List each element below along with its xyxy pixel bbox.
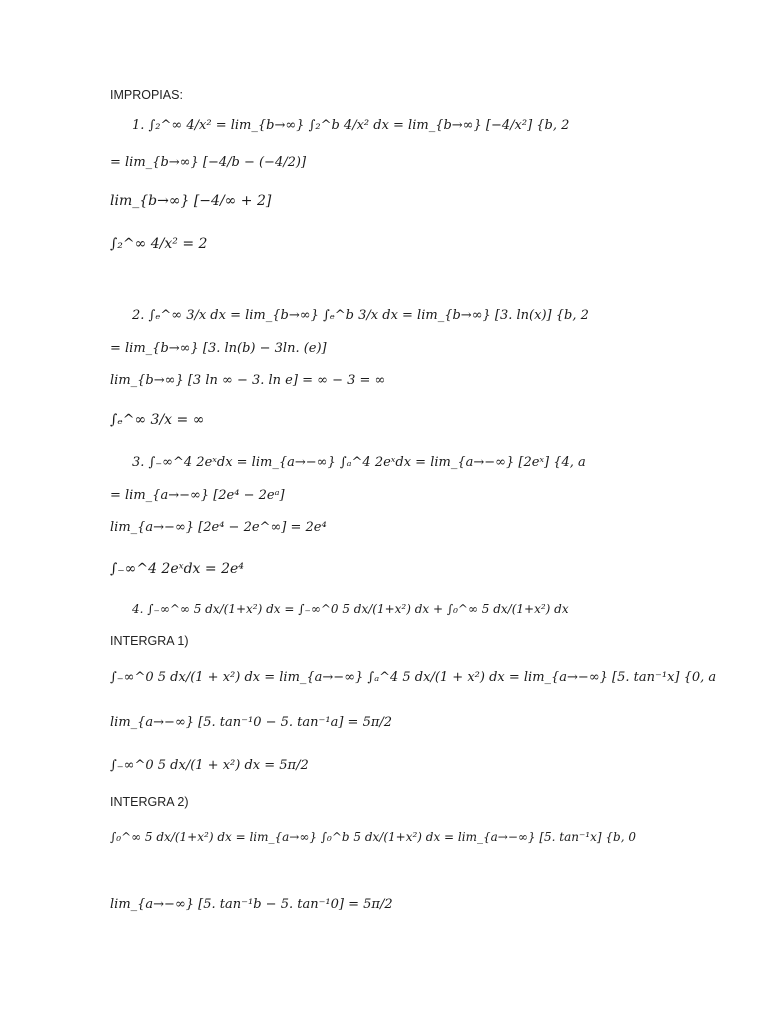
subheading-integral-1: INTERGRA 1): [110, 634, 189, 648]
problem-3-line: 3. ∫₋∞^4 2eˣdx = lim_{a→−∞} ∫ₐ^4 2eˣdx = lim_{a→−∞} [2eˣ] {4, a: [132, 455, 586, 470]
problem-2-line: 2. ∫ₑ^∞ 3/x dx = lim_{b→∞} ∫ₑ^b 3/x dx = lim_{b→∞} [3. ln(x)] {b, 2: [132, 308, 589, 323]
problem-4-line: 4. ∫₋∞^∞ 5 dx/(1+x²) dx = ∫₋∞^0 5 dx/(1+x²) dx + ∫₀^∞ 5 dx/(1+x²) dx: [132, 602, 569, 616]
problem-1-line: 1. ∫₂^∞ 4/x² = lim_{b→∞} ∫₂^b 4/x² dx = lim_{b→∞} [−4/x²] {b, 2: [132, 118, 570, 133]
heading-impropias: IMPROPIAS:: [110, 88, 183, 102]
problem-3-step-2: lim_{a→−∞} [2e⁴ − 2e^∞] = 2e⁴: [110, 520, 327, 535]
integral-2-step: lim_{a→−∞} [5. tan⁻¹b − 5. tan⁻¹0] = 5π/2: [110, 897, 393, 912]
problem-1-step-1: = lim_{b→∞} [−4/b − (−4/2)]: [110, 155, 307, 170]
problem-2-step-2: lim_{b→∞} [3 ln ∞ − 3. ln e] = ∞ − 3 = ∞: [110, 373, 386, 388]
integral-2-line: ∫₀^∞ 5 dx/(1+x²) dx = lim_{a→∞} ∫₀^b 5 dx/(1+x²) dx = lim_{a→−∞} [5. tan⁻¹x] {b, 0: [110, 830, 636, 844]
problem-3-result: ∫₋∞^4 2eˣdx = 2e⁴: [110, 561, 244, 577]
integral-1-line: ∫₋∞^0 5 dx/(1 + x²) dx = lim_{a→−∞} ∫ₐ^4 5 dx/(1 + x²) dx = lim_{a→−∞} [5. tan⁻¹x] {0, a: [110, 670, 717, 685]
integral-1-result: ∫₋∞^0 5 dx/(1 + x²) dx = 5π/2: [110, 758, 309, 773]
subheading-integral-2: INTERGRA 2): [110, 795, 189, 809]
problem-3-step-1: = lim_{a→−∞} [2e⁴ − 2eᵃ]: [110, 488, 285, 503]
problem-1-result: ∫₂^∞ 4/x² = 2: [110, 236, 208, 252]
problem-1-step-2: lim_{b→∞} [−4/∞ + 2]: [110, 193, 272, 209]
problem-2-result: ∫ₑ^∞ 3/x = ∞: [110, 412, 205, 428]
integral-1-step: lim_{a→−∞} [5. tan⁻¹0 − 5. tan⁻¹a] = 5π/2: [110, 715, 393, 730]
problem-2-step-1: = lim_{b→∞} [3. ln(b) − 3ln. (e)]: [110, 341, 327, 356]
